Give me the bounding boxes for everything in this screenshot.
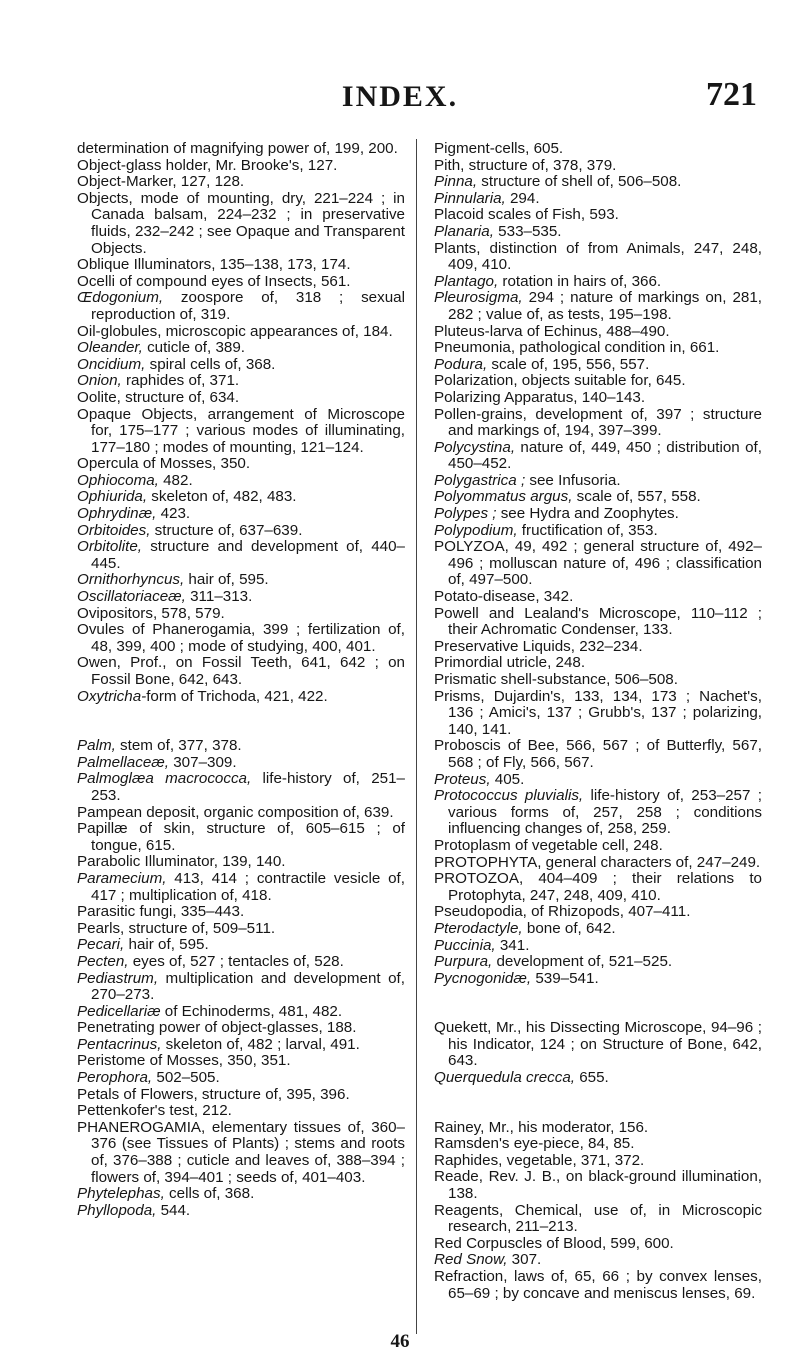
index-entry	[434, 1120, 762, 1137]
entry-heading: Polyommatus argus,	[434, 488, 573, 506]
entry-text: scale of, 557, 558.	[572, 488, 701, 506]
entry-text: form of Trichoda, 421, 422.	[146, 687, 328, 705]
index-entry	[434, 772, 762, 789]
index-entry	[434, 207, 762, 224]
entry-heading: Onion,	[77, 372, 122, 390]
entry-text: Red Corpuscles of Blood, 599, 600.	[434, 1234, 674, 1252]
entry-text: Prisms, Dujardin's, 133, 134, 173 ; Nachet's, 136 ; Amici's, 137 ; Grubb's, 137 ; polarizing, 140, 141.	[434, 687, 762, 738]
index-entry	[434, 672, 762, 689]
entry-text: Powell and Lealand's Microscope, 110–112 ; their Achromatic Condenser, 133.	[434, 604, 762, 639]
index-entry	[434, 290, 762, 323]
entry-heading: Podura,	[434, 355, 488, 373]
entry-text: Polarization, objects suitable for, 645.	[434, 372, 686, 390]
index-entry	[77, 141, 405, 158]
entry-heading: Purpura,	[434, 953, 493, 971]
entry-heading: Protococcus pluvialis,	[434, 787, 584, 805]
entry-text: POLYZOA, 49, 492 ; general structure of, 492–496 ; molluscan nature of, 496 ; classification of, 497–500.	[434, 538, 762, 589]
entry-heading: Pediastrum,	[77, 969, 159, 987]
entry-text: 307–309.	[169, 753, 237, 771]
index-entry	[77, 1103, 405, 1120]
index-entry	[434, 473, 762, 490]
index-entry	[434, 788, 762, 838]
index-entry	[77, 954, 405, 971]
index-entry	[77, 755, 405, 772]
entry-text: Raphides, vegetable, 371, 372.	[434, 1151, 645, 1169]
index-entry	[77, 539, 405, 572]
index-entry	[434, 1020, 762, 1070]
entry-text: Preservative Liquids, 232–234.	[434, 637, 643, 655]
entry-text: Pigment-cells, 605.	[434, 140, 564, 157]
entry-heading: Pinna,	[434, 173, 478, 191]
index-entry	[77, 340, 405, 357]
index-entry	[434, 440, 762, 473]
entry-heading: Pleurosigma,	[434, 289, 523, 307]
entry-text: Object-glass holder, Mr. Brooke's, 127.	[77, 156, 338, 174]
entry-text: Primordial utricle, 248.	[434, 654, 586, 672]
index-entry	[77, 1120, 405, 1186]
index-entry	[434, 589, 762, 606]
index-entry	[434, 921, 762, 938]
index-entry	[434, 871, 762, 904]
entry-heading: Pecten,	[77, 952, 129, 970]
index-entry	[434, 390, 762, 407]
entry-text: skeleton of, 482 ; larval, 491.	[161, 1035, 360, 1053]
index-entry	[434, 539, 762, 589]
index-entry	[77, 589, 405, 606]
entry-text: hair of, 595.	[184, 571, 269, 589]
entry-text: Prismatic shell-substance, 506–508.	[434, 671, 678, 688]
entry-text: 311–313.	[185, 588, 253, 606]
entry-text: Pith, structure of, 378, 379.	[434, 156, 617, 174]
entry-heading: Orbitolite,	[77, 538, 142, 556]
entry-text: PROTOPHYTA, general characters of, 247–249.	[434, 853, 761, 871]
entry-text: Placoid scales of Fish, 593.	[434, 206, 619, 224]
index-entry	[77, 904, 405, 921]
entry-text: Rainey, Mr., his moderator, 156.	[434, 1118, 649, 1136]
index-entry	[77, 606, 405, 623]
index-entry	[434, 174, 762, 191]
entry-text: cells of, 368.	[164, 1185, 255, 1203]
index-entry	[77, 1203, 405, 1220]
entry-heading: Palmoglæa macrococca,	[77, 770, 252, 788]
entry-text: 307.	[507, 1251, 542, 1269]
entry-text: zoospore of, 318 ; sexual reproduction of, 319.	[91, 289, 405, 323]
entry-heading: Œdogonium,	[77, 289, 164, 307]
entry-text: Pettenkofer's test, 212.	[77, 1102, 232, 1120]
entry-heading: Ophrydinæ,	[77, 505, 157, 523]
index-entry	[77, 1186, 405, 1203]
index-entry	[77, 1004, 405, 1021]
index-entry	[77, 357, 405, 374]
index-entry	[77, 257, 405, 274]
index-entry	[77, 1020, 405, 1037]
entry-text: Parasitic fungi, 335–443.	[77, 903, 245, 921]
entry-text: Reagents, Chemical, use of, in Microscopic research, 211–213.	[434, 1201, 762, 1236]
index-entry	[77, 971, 405, 1004]
entry-text: bone of, 642.	[522, 919, 616, 937]
entry-text: life-history of, 251–253.	[91, 770, 405, 804]
index-entry	[77, 506, 405, 523]
entry-text: 655.	[575, 1069, 609, 1087]
entry-heading: Phyllopoda,	[77, 1201, 157, 1219]
entry-heading: Red Snow,	[434, 1251, 508, 1269]
entry-heading: Oncidium,	[77, 355, 146, 373]
entry-text: cuticle of, 389.	[142, 339, 246, 357]
entry-heading: Plantago,	[434, 272, 499, 290]
index-entry	[434, 954, 762, 971]
index-entry	[77, 572, 405, 589]
entry-heading: Querquedula crecca,	[434, 1069, 575, 1087]
index-entry	[77, 921, 405, 938]
entry-heading: Oxytricha-	[77, 687, 147, 705]
entry-heading: Palmellaceæ,	[77, 753, 170, 771]
entry-heading: Planaria,	[434, 222, 494, 240]
index-entry	[77, 771, 405, 804]
entry-heading: Polycystina,	[434, 438, 516, 456]
index-entry	[434, 357, 762, 374]
entry-text: Petals of Flowers, structure of, 395, 396.	[77, 1085, 350, 1103]
entry-heading: Puccinia,	[434, 936, 496, 954]
entry-text: 539–541.	[531, 969, 599, 987]
entry-text: Pseudopodia, of Rhizopods, 407–411.	[434, 903, 691, 921]
entry-heading: Phytelephas,	[77, 1185, 165, 1203]
entry-text: 341.	[495, 936, 530, 954]
entry-text: 294.	[505, 189, 540, 207]
entry-text: nature of, 449, 450 ; distribution of, 450–452.	[448, 438, 762, 473]
entry-heading: Polypodium,	[434, 521, 518, 539]
index-entry	[434, 1153, 762, 1170]
index-entry	[434, 1203, 762, 1236]
entry-text: structure of, 637–639.	[150, 521, 303, 539]
entry-text: stem of, 377, 378.	[115, 737, 242, 755]
entry-text: Ovipositors, 578, 579.	[77, 604, 225, 622]
entry-text: Owen, Prof., on Fossil Teeth, 641, 642 ; on Fossil Bone, 642, 643.	[77, 654, 405, 688]
entry-text: structure and development of, 440–445.	[91, 538, 405, 572]
entry-heading: Ophiocoma,	[77, 471, 159, 489]
running-head-title: INDEX.	[341, 80, 459, 113]
entry-text: life-history of, 253–257 ; various forms of, 257, 258 ; conditions influencing changes of, 258, 259.	[448, 787, 762, 838]
entry-text: 533–535.	[493, 222, 562, 240]
entry-heading: Pentacrinus,	[77, 1035, 162, 1053]
index-entry	[434, 1136, 762, 1153]
entry-text: see Hydra and Zoophytes.	[496, 505, 679, 523]
section-gap	[434, 1087, 762, 1120]
entry-text: Potato-disease, 342.	[434, 588, 574, 606]
index-entry	[77, 191, 405, 257]
section-gap	[434, 987, 762, 1020]
index-entry	[434, 523, 762, 540]
index-entry	[434, 838, 762, 855]
index-entry	[77, 174, 405, 191]
entry-text: raphides of, 371.	[121, 372, 240, 390]
index-entry	[77, 390, 405, 407]
entry-text: Parabolic Illuminator, 139, 140.	[77, 853, 286, 871]
entry-text: spiral cells of, 368.	[145, 355, 276, 373]
index-entry	[77, 473, 405, 490]
index-entry	[434, 855, 762, 872]
entry-text: Pampean deposit, organic composition of, 639.	[77, 803, 394, 821]
entry-text: Plants, distinction of from Animals, 247, 248, 409, 410.	[434, 239, 762, 274]
index-entry	[77, 1053, 405, 1070]
index-entry	[77, 805, 405, 822]
entry-text: Opaque Objects, arrangement of Microscope for, 175–177 ; various modes of illuminating, 177–180 ; modes of mounting, 121–124.	[77, 405, 405, 456]
entry-text: determination of magnifying power of, 199, 200.	[77, 140, 398, 157]
entry-text: Oil-globules, microscopic appearances of, 184.	[77, 322, 393, 340]
entry-text: Reade, Rev. J. B., on black-ground illumination, 138.	[434, 1168, 762, 1203]
entry-text: hair of, 595.	[124, 936, 209, 954]
index-entry	[77, 290, 405, 323]
entry-text: Refraction, laws of, 65, 66 ; by convex lenses, 65–69 ; by concave and meniscus lenses, 69.	[434, 1268, 762, 1302]
index-entry	[434, 224, 762, 241]
entry-text: 502–505.	[152, 1069, 220, 1087]
index-entry	[434, 373, 762, 390]
entry-text: 405.	[490, 770, 525, 788]
index-entry	[77, 1087, 405, 1104]
index-entry	[77, 274, 405, 291]
entry-heading: Perophora,	[77, 1069, 153, 1087]
entry-text: 482.	[158, 471, 193, 489]
index-entry	[77, 407, 405, 457]
index-entry	[434, 1252, 762, 1269]
entry-text: Ovules of Phanerogamia, 399 ; fertilization of, 48, 399, 400 ; mode of studying, 400, 401.	[77, 621, 405, 655]
entry-text: Peristome of Mosses, 350, 351.	[77, 1052, 291, 1070]
index-entry	[434, 738, 762, 771]
index-entry	[77, 489, 405, 506]
entry-heading: Oleander,	[77, 339, 143, 357]
index-column-right	[434, 141, 762, 1302]
entry-text: Objects, mode of mounting, dry, 221–224 ; in Canada balsam, 224–232 ; in preservative fluids, 232–242 ; see Opaque and Transparent Objects.	[77, 189, 405, 257]
index-entry	[434, 606, 762, 639]
entry-heading: Pycnogonidæ,	[434, 969, 532, 987]
entry-text: 413, 414 ; contractile vesicle of, 417 ; multiplication of, 418.	[91, 869, 405, 904]
index-entry	[77, 622, 405, 655]
index-entry	[434, 241, 762, 274]
index-entry	[434, 506, 762, 523]
entry-text: 423.	[156, 505, 191, 523]
index-entry	[77, 854, 405, 871]
index-entry	[434, 489, 762, 506]
index-entry	[434, 158, 762, 175]
entry-text: Pearls, structure of, 509–511.	[77, 919, 276, 937]
index-entry	[77, 373, 405, 390]
entry-text: multiplication and development of, 270–273.	[91, 969, 405, 1004]
entry-heading: Ophiurida,	[77, 488, 148, 506]
entry-text: PROTOZOA, 404–409 ; their relations to Protophyta, 247, 248, 409, 410.	[434, 870, 762, 904]
entry-heading: Oscillatoriaceæ,	[77, 588, 186, 606]
index-entry	[77, 158, 405, 175]
entry-heading: Ornithorhyncus,	[77, 571, 185, 589]
index-entry	[77, 324, 405, 341]
entry-text: Polarizing Apparatus, 140–143.	[434, 388, 646, 406]
index-entry	[434, 1269, 762, 1302]
entry-heading: Pterodactyle,	[434, 919, 523, 937]
entry-text: Pluteus-larva of Echinus, 488–490.	[434, 322, 670, 340]
entry-text: Penetrating power of object-glasses, 188.	[77, 1019, 357, 1037]
index-entry	[434, 689, 762, 739]
index-entry	[77, 1070, 405, 1087]
entry-text: structure of shell of, 506–508.	[477, 173, 682, 191]
entry-text: Oblique Illuminators, 135–138, 173, 174.	[77, 256, 351, 274]
index-entry	[77, 937, 405, 954]
index-entry	[434, 274, 762, 291]
index-entry	[77, 456, 405, 473]
entry-text: of Echinoderms, 481, 482.	[160, 1002, 343, 1020]
entry-text: eyes of, 527 ; tentacles of, 528.	[128, 952, 344, 970]
entry-heading: Palm,	[77, 737, 116, 755]
entry-heading: Pedicellariæ	[77, 1002, 161, 1020]
entry-text: scale of, 195, 556, 557.	[487, 355, 650, 373]
entry-text: Object-Marker, 127, 128.	[77, 173, 245, 191]
index-entry	[77, 1037, 405, 1054]
entry-text: development of, 521–525.	[492, 953, 673, 971]
index-entry	[434, 971, 762, 988]
index-entry	[434, 938, 762, 955]
entry-text: rotation in hairs of, 366.	[498, 272, 662, 290]
entry-text: Oolite, structure of, 634.	[77, 388, 240, 406]
index-entry	[434, 141, 762, 158]
section-gap	[77, 705, 405, 738]
entry-text: Ocelli of compound eyes of Insects, 561.	[77, 272, 351, 290]
entry-text: Proboscis of Bee, 566, 567 ; of Butterfly, 567, 568 ; of Fly, 566, 567.	[434, 737, 762, 771]
entry-text: Pneumonia, pathological condition in, 661.	[434, 339, 720, 357]
index-entry	[434, 191, 762, 208]
index-entry	[434, 340, 762, 357]
column-divider	[416, 139, 417, 1334]
entry-text: Ramsden's eye-piece, 84, 85.	[434, 1135, 635, 1153]
index-entry	[77, 523, 405, 540]
index-entry	[434, 1236, 762, 1253]
index-entry	[434, 639, 762, 656]
signature-mark: 46	[390, 1331, 410, 1352]
index-entry	[434, 407, 762, 440]
entry-text: Quekett, Mr., his Dissecting Microscope, 94–96 ; his Indicator, 124 ; on Structure of Bone, 642, 643.	[434, 1019, 762, 1070]
index-entry	[434, 904, 762, 921]
entry-text: see Infusoria.	[525, 471, 621, 489]
entry-heading: Orbitoides,	[77, 521, 151, 539]
entry-text: fructification of, 353.	[517, 521, 658, 539]
index-entry	[434, 1169, 762, 1202]
index-entry	[434, 324, 762, 341]
entry-heading: Paramecium,	[77, 869, 167, 887]
entry-heading: Pecari,	[77, 936, 125, 954]
index-entry	[77, 871, 405, 904]
index-entry	[434, 1070, 762, 1087]
entry-text: skeleton of, 482, 483.	[147, 488, 297, 506]
entry-text: Papillæ of skin, structure of, 605–615 ; of tongue, 615.	[77, 820, 405, 854]
entry-heading: Polygastrica ;	[434, 471, 526, 489]
entry-heading: Proteus,	[434, 770, 491, 788]
entry-text: Protoplasm of vegetable cell, 248.	[434, 836, 663, 854]
entry-text: Opercula of Mosses, 350.	[77, 455, 251, 473]
entry-heading: Polypes ;	[434, 505, 497, 523]
entry-text: 544.	[156, 1201, 191, 1219]
index-entry	[77, 655, 405, 688]
page-number: 721	[706, 76, 757, 113]
index-entry	[77, 689, 405, 706]
entry-text: Pollen-grains, development of, 397 ; structure and markings of, 194, 397–399.	[434, 405, 762, 440]
entry-text: 294 ; nature of markings on, 281, 282 ; value of, as tests, 195–198.	[448, 289, 762, 323]
entry-text: PHANEROGAMIA, elementary tissues of, 360–376 (see Tissues of Plants) ; stems and roots of, 376–388 ; cuticle and leaves of, 388–394 ; flowers of, 394–401 ; seeds of, 401–403.	[77, 1118, 405, 1186]
entry-heading: Pinnularia,	[434, 189, 506, 207]
index-entry	[77, 738, 405, 755]
index-entry	[434, 655, 762, 672]
index-entry	[77, 821, 405, 854]
index-column-left	[77, 141, 405, 1219]
